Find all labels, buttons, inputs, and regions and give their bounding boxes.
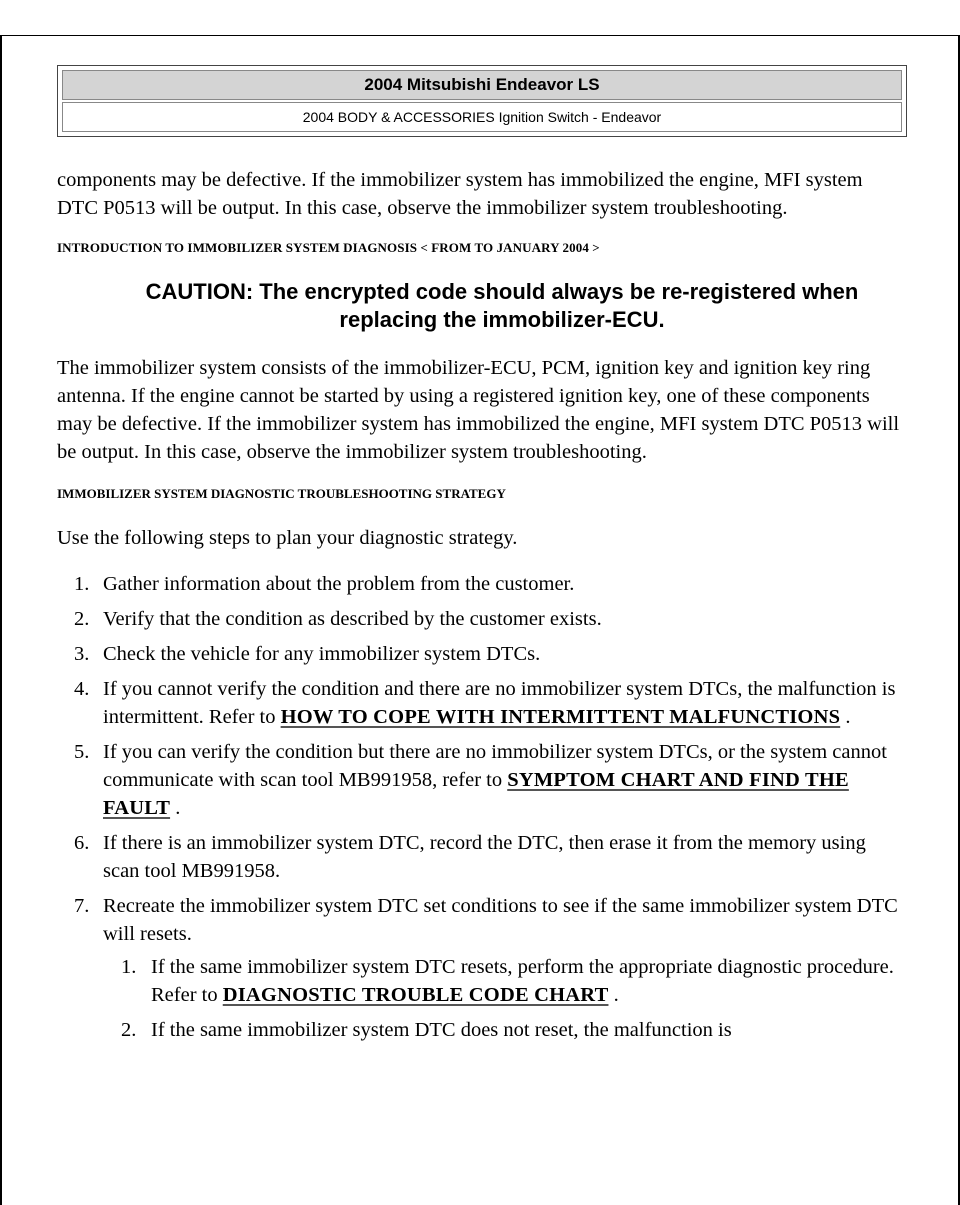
strategy-intro: Use the following steps to plan your diagnostic strategy. <box>57 527 518 549</box>
list-item <box>57 605 907 633</box>
step-number: 3. <box>74 643 90 665</box>
link-symptom-chart[interactable]: SYMPTOM CHART AND FIND THE FAULT <box>103 769 849 819</box>
substeps-list <box>103 953 907 1044</box>
step-number: 7. <box>74 895 90 917</box>
step-number: 5. <box>74 741 90 763</box>
list-item <box>57 640 907 668</box>
step-text: Check the vehicle for any immobilizer system DTCs. <box>103 643 541 665</box>
list-item <box>57 829 907 885</box>
list-item <box>57 675 907 731</box>
section-heading-introduction: INTRODUCTION TO IMMOBILIZER SYSTEM DIAGNOSIS < FROM TO JANUARY 2004 > <box>57 240 600 255</box>
step-text: If you cannot verify the condition and there are no immobilizer system DTCs, the malfunction is intermittent. Refer to <box>103 678 896 728</box>
system-description-paragraph: The immobilizer system consists of the immobilizer-ECU, PCM, ignition key and ignition key ring antenna. If the engine cannot be started by using a registered ignition key, one of these components may be defective. If the immobilizer system has immobilized the engine, MFI system DTC P0513 will be output. In this case, observe the immobilizer system troubleshooting. <box>57 357 900 463</box>
strategy-steps-list <box>57 570 907 1044</box>
substep-number: 1. <box>121 956 137 978</box>
step-number: 2. <box>74 608 90 630</box>
substep-number: 2. <box>121 1019 137 1041</box>
document-header <box>57 65 907 137</box>
step-text: Verify that the condition as described by the customer exists. <box>103 608 602 630</box>
list-item <box>103 953 907 1009</box>
step-text: Recreate the immobilizer system DTC set conditions to see if the same immobilizer system DTC will resets. <box>103 895 898 945</box>
substep-text: If the same immobilizer system DTC resets, perform the appropriate diagnostic procedure. Refer to <box>151 956 894 1006</box>
page-frame-top <box>0 35 960 36</box>
step-text: If you can verify the condition but there are no immobilizer system DTCs, or the system cannot communicate with scan tool MB991958, refer to <box>103 741 887 791</box>
step-text: If there is an immobilizer system DTC, record the DTC, then erase it from the memory using scan tool MB991958. <box>103 832 866 882</box>
step-text: Gather information about the problem from the customer. <box>103 573 575 595</box>
step-number: 4. <box>74 678 90 700</box>
section-heading-strategy: IMMOBILIZER SYSTEM DIAGNOSTIC TROUBLESHOOTING STRATEGY <box>57 486 506 501</box>
list-item <box>57 892 907 1044</box>
caution-note: CAUTION: The encrypted code should always be re-registered when replacing the immobilizer-ECU. <box>145 279 859 332</box>
list-item <box>103 1016 907 1044</box>
header-subtitle: 2004 BODY & ACCESSORIES Ignition Switch - Endeavor <box>62 102 902 132</box>
header-title: 2004 Mitsubishi Endeavor LS <box>62 70 902 100</box>
step-text-after: . <box>840 706 851 728</box>
substep-text: If the same immobilizer system DTC does not reset, the malfunction is <box>151 1019 732 1041</box>
substep-text-after: . <box>608 984 619 1006</box>
link-diagnostic-trouble-code-chart[interactable]: DIAGNOSTIC TROUBLE CODE CHART <box>222 984 609 1006</box>
document-body <box>57 166 907 1051</box>
step-text-after: . <box>170 797 181 819</box>
link-intermittent-malfunctions[interactable]: HOW TO COPE WITH INTERMITTENT MALFUNCTIONS <box>280 706 841 728</box>
intro-paragraph: components may be defective. If the immobilizer system has immobilized the engine, MFI system DTC P0513 will be output. In this case, observe the immobilizer system troubleshooting. <box>57 169 863 219</box>
list-item <box>57 570 907 598</box>
list-item <box>57 738 907 822</box>
page-frame-left <box>0 35 2 1205</box>
step-number: 6. <box>74 832 90 854</box>
step-number: 1. <box>74 573 90 595</box>
